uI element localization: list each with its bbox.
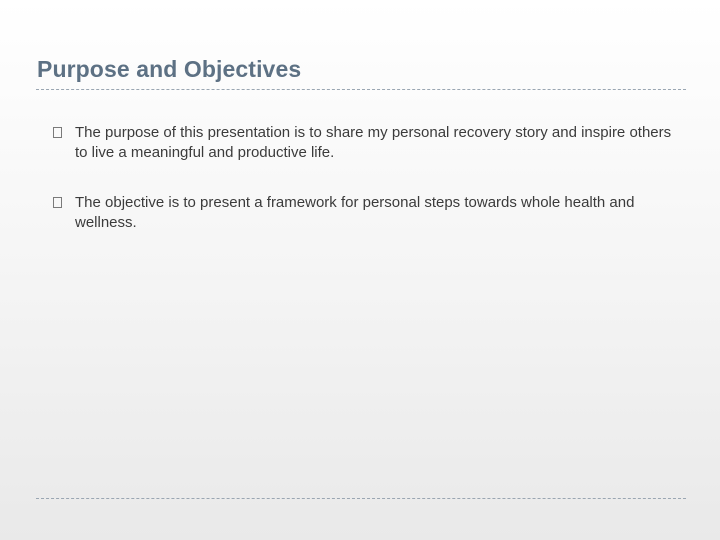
bullet-item-objective [36, 193, 686, 233]
bullet-text: The objective is to present a framework for personal steps towards whole health and wellness. [75, 194, 635, 231]
bullet-item-purpose [36, 123, 686, 163]
bullet-box-icon [53, 197, 62, 208]
slide-title: Purpose and Objectives [37, 56, 302, 82]
bullet-list [36, 123, 686, 263]
bullet-box-icon [53, 127, 62, 138]
bullet-text: The purpose of this presentation is to share my personal recovery story and inspire others to live a meaningful and productive life. [75, 124, 672, 161]
footer-divider [36, 498, 686, 499]
title-divider [36, 89, 686, 90]
